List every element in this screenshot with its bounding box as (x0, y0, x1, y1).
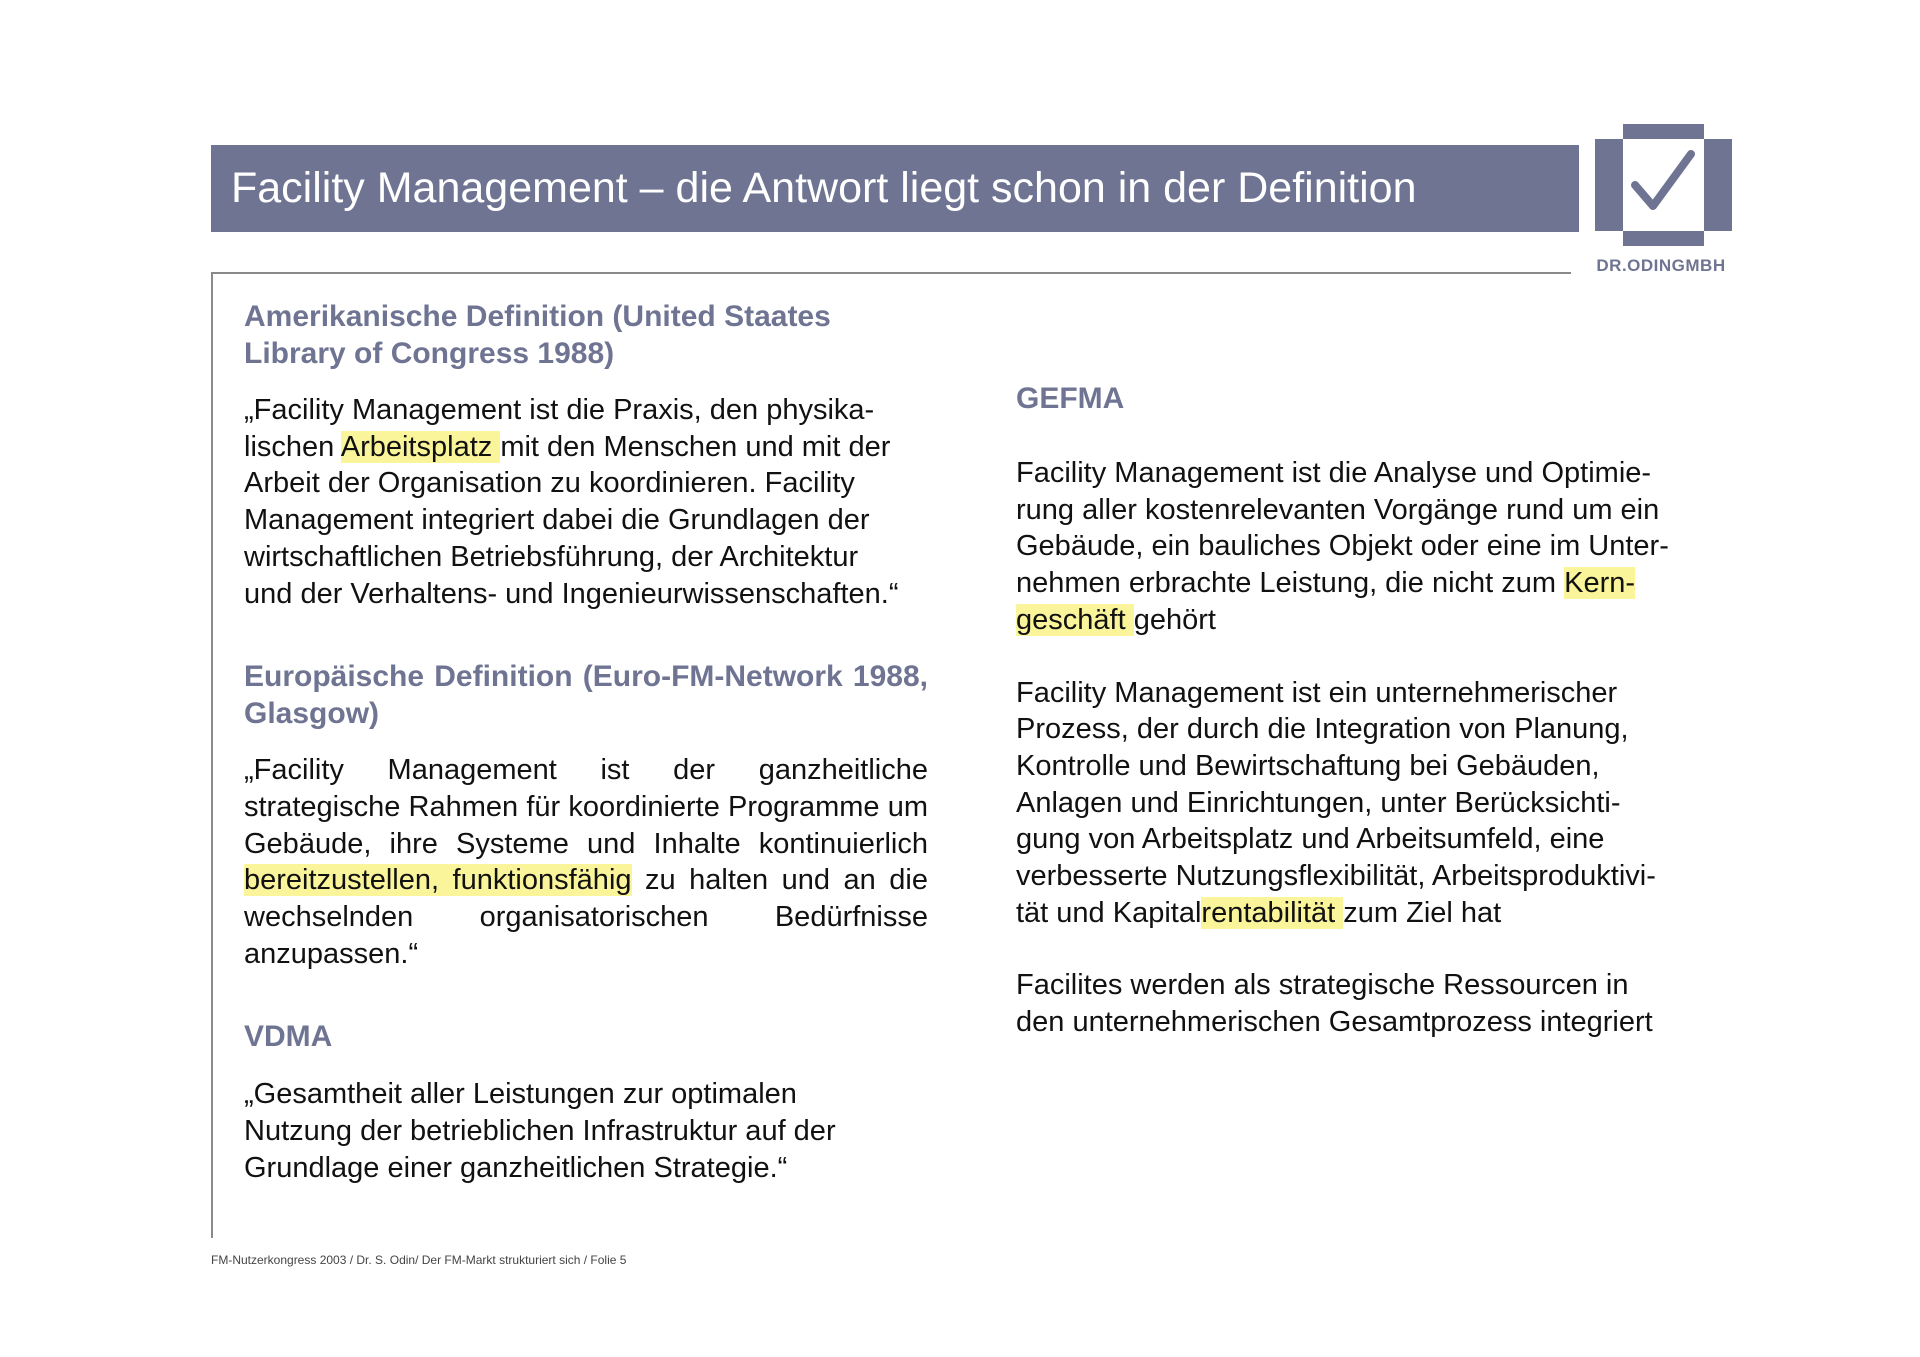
gefma-paragraph-2: Facility Management ist ein unternehmerischer Prozess, der durch die Integration von Planung, Kontrolle und Bewirtschaftung bei Gebäuden, Anlagen und Einrichtungen, unter Berücksichti- gung von Arbeitsplatz und Arbeitsumfeld, eine verbesserte Nutzungsflexibilität, Arbeitsproduktivi- tät und Kapitalrentabilität zum Ziel hat (1016, 676, 1656, 929)
checkmark-logo-icon (1595, 124, 1732, 246)
logo-text: DR.ODINGMBH (1596, 256, 1726, 275)
slide-footer: FM-Nutzerkongress 2003 / Dr. S. Odin/ Der FM-Markt strukturiert sich / Folie 5 (211, 1253, 627, 1267)
european-definition-heading: Europäische Definition (Euro-FM-Network 1988, Glasgow) (244, 660, 928, 731)
vdma-heading: VDMA (244, 1020, 333, 1054)
highlight-rentabilitaet: rentabilität (1201, 896, 1344, 929)
highlight-kerngeschaeft: Kern- (1564, 567, 1636, 600)
left-column (244, 298, 930, 1187)
highlight-arbeitsplatz: Arbeitsplatz (340, 430, 501, 463)
gefma-paragraph-3: Facilites werden als strategische Ressourcen in den unternehmerischen Gesamtprozess integriert (1016, 969, 1653, 1039)
slide-title: Facility Management – die Antwort liegt schon in der Definition (211, 145, 1579, 232)
right-column (1016, 380, 1716, 1041)
gefma-paragraph-1: Facility Management ist die Analyse und Optimie- rung aller kostenrelevanten Vorgänge rund um ein Gebäude, ein bauliches Objekt oder eine im Unter- nehmen erbrachte Leistung, die nicht zum Kern- geschäft gehört (1016, 457, 1669, 636)
gefma-heading: GEFMA (1016, 382, 1125, 415)
horizontal-divider (211, 272, 1571, 274)
highlight-kerngeschaeft-2: geschäft (1016, 603, 1134, 636)
vertical-divider (211, 272, 213, 1238)
highlight-bereitzustellen: bereitzustellen, funktionsfähig (244, 864, 632, 897)
american-definition-text: „Facility Management ist die Praxis, den physika- lischen Arbeitsplatz mit den Menschen und mit der Arbeit der Organisation zu koordinieren. Facility Management integriert dabei die Grundlagen der wirtschaftlichen Betriebsführung, der Architektur und der Verhaltens- und Ingenieurwissenschaften.“ (244, 394, 899, 610)
european-definition-text: „Facility Management ist der ganzheitliche strategische Rahmen für koordinierte Programme um Gebäude, ihre Systeme und Inhalte kontinuierlich bereitzustellen, funktionsfähig zu halten und an die wechselnden organisatorischen Bedürfnisse anzupassen.“ (244, 754, 928, 970)
american-definition-heading: Amerikanische Definition (United Staates Library of Congress 1988) (244, 300, 831, 370)
vdma-text: „Gesamtheit aller Leistungen zur optimalen Nutzung der betrieblichen Infrastruktur auf der Grundlage einer ganzheitlichen Strategie.“ (244, 1078, 836, 1184)
